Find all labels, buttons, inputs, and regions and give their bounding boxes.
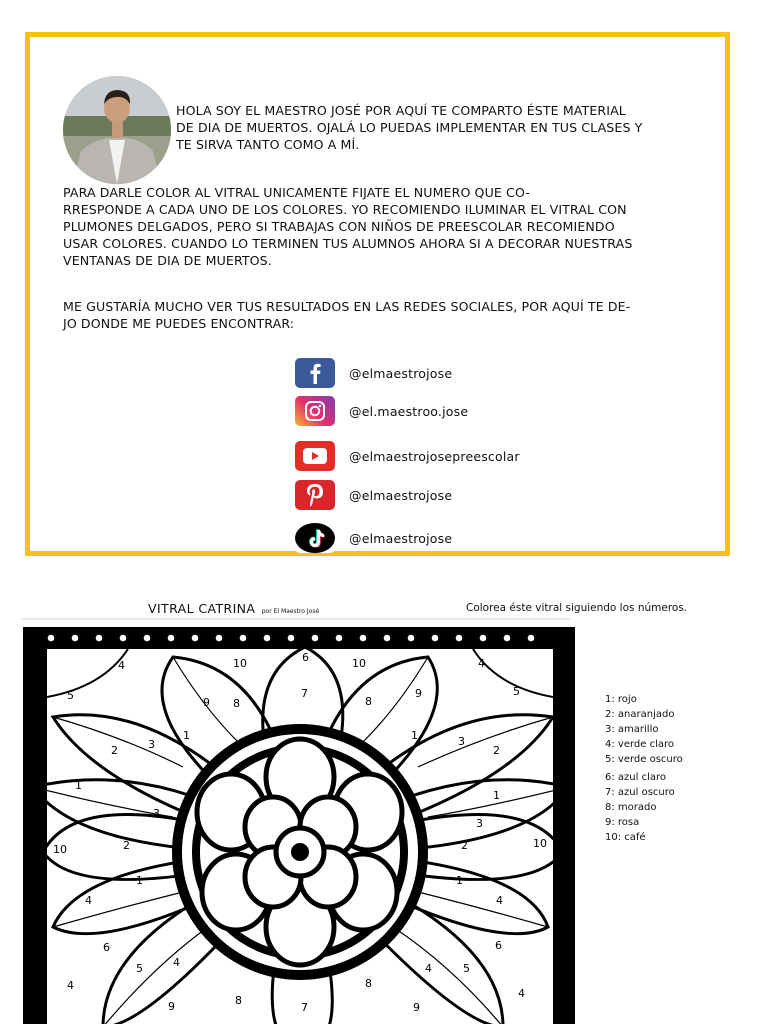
- num: 3: [153, 807, 160, 820]
- num: 6: [103, 941, 110, 954]
- social-instagram[interactable]: [295, 396, 468, 426]
- color-legend: [605, 692, 683, 845]
- num: 6: [302, 651, 309, 664]
- youtube-handle: @elmaestrojosepreescolar: [349, 448, 520, 464]
- central-flower: [172, 724, 428, 980]
- social-pinterest[interactable]: [295, 480, 452, 510]
- intro-card: [25, 32, 730, 556]
- social-youtube[interactable]: [295, 441, 520, 471]
- num: 9: [413, 1001, 420, 1014]
- num: 8: [365, 695, 372, 708]
- num: 2: [123, 839, 130, 852]
- social-tiktok[interactable]: [295, 523, 452, 553]
- num: 3: [148, 738, 155, 751]
- legend-item: 1: rojo: [605, 694, 637, 705]
- legend-item: 8: morado: [605, 802, 657, 813]
- facebook-icon: [295, 358, 335, 388]
- num: 3: [476, 817, 483, 830]
- frame-dots: [48, 635, 535, 642]
- legend-item: 9: rosa: [605, 817, 640, 828]
- num: 5: [136, 962, 143, 975]
- divider: [22, 618, 570, 620]
- intro-paragraph-3: ME GUSTARÍA MUCHO VER TUS RESULTADOS EN LAS REDES SOCIALES, POR AQUÍ TE DE- JO DONDE ME PUEDES ENCONTRAR:: [63, 299, 631, 331]
- author-photo: [63, 76, 171, 184]
- pinterest-icon: [295, 480, 335, 510]
- num: 6: [495, 939, 502, 952]
- num: 4: [67, 979, 74, 992]
- intro-paragraph-1: HOLA SOY EL MAESTRO JOSÉ POR AQUÍ TE COMPARTO ÉSTE MATERIAL DE DIA DE MUERTOS. OJALÁ LO PUEDAS IMPLEMENTAR EN TUS CLASES Y TE SIRVA TANTO COMO A MÍ.: [176, 103, 643, 152]
- facebook-handle: @elmaestrojose: [349, 365, 453, 381]
- sheet-author: por El Maestro José: [261, 608, 320, 615]
- num: 1: [493, 789, 500, 802]
- youtube-icon: [295, 441, 335, 471]
- num: 3: [458, 735, 465, 748]
- num: 4: [118, 659, 125, 672]
- legend-item: 5: verde oscuro: [605, 754, 683, 765]
- num: 10: [352, 657, 366, 670]
- num: 1: [411, 729, 418, 742]
- num: 4: [496, 894, 503, 907]
- legend-item: 3: amarillo: [605, 724, 659, 735]
- legend-item: 10: café: [605, 832, 646, 843]
- sheet-title: [148, 601, 319, 616]
- num: 7: [301, 1001, 308, 1014]
- legend-item: 4: verde claro: [605, 739, 675, 750]
- num: 8: [365, 977, 372, 990]
- num: 1: [183, 729, 190, 742]
- instagram-icon: [295, 396, 335, 426]
- num: 7: [301, 687, 308, 700]
- num: 4: [518, 987, 525, 1000]
- stained-glass-drawing: [23, 627, 575, 1024]
- legend-item: 2: anaranjado: [605, 709, 675, 720]
- legend-item: 6: azul claro: [605, 772, 666, 783]
- num: 8: [235, 994, 242, 1007]
- num: 4: [85, 894, 92, 907]
- num: 9: [203, 696, 210, 709]
- tiktok-icon: [295, 523, 335, 553]
- num: 10: [533, 837, 547, 850]
- num: 2: [111, 744, 118, 757]
- num: 2: [493, 744, 500, 757]
- num: 1: [136, 874, 143, 887]
- num: 5: [513, 685, 520, 698]
- num: 8: [233, 697, 240, 710]
- num: 1: [456, 874, 463, 887]
- tiktok-handle: @elmaestrojose: [349, 530, 453, 546]
- num: 9: [415, 687, 422, 700]
- num: 5: [67, 689, 74, 702]
- num: 1: [75, 779, 82, 792]
- intro-paragraph-2: PARA DARLE COLOR AL VITRAL UNICAMENTE FIJATE EL NUMERO QUE CO- RRESPONDE A CADA UNO DE LOS COLORES. YO RECOMIENDO ILUMINAR EL VITRAL CON PLUMONES DELGADOS, PERO SI TRABAJAS CON NIÑOS DE PREESCOLAR RECOMIENDO USAR COLORES. CUANDO LO TERMINEN TUS ALUMNOS AHORA SI A DECORAR NUESTRAS VENTANAS DE DIA DE MUERTOS.: [63, 185, 633, 268]
- sheet-instruction: Colorea éste vitral siguiendo los números.: [466, 602, 688, 614]
- num: 5: [463, 962, 470, 975]
- num: 10: [233, 657, 247, 670]
- num: 10: [53, 843, 67, 856]
- legend-item: 7: azul oscuro: [605, 787, 675, 798]
- sheet-title-text: VITRAL CATRINA: [148, 601, 256, 616]
- num: 9: [168, 1000, 175, 1013]
- instagram-handle: @el.maestroo.jose: [349, 403, 469, 419]
- pinterest-handle: @elmaestrojose: [349, 487, 453, 503]
- num: 4: [478, 657, 485, 670]
- num: 2: [461, 839, 468, 852]
- social-facebook[interactable]: [295, 358, 452, 388]
- num: 4: [425, 962, 432, 975]
- num: 4: [173, 956, 180, 969]
